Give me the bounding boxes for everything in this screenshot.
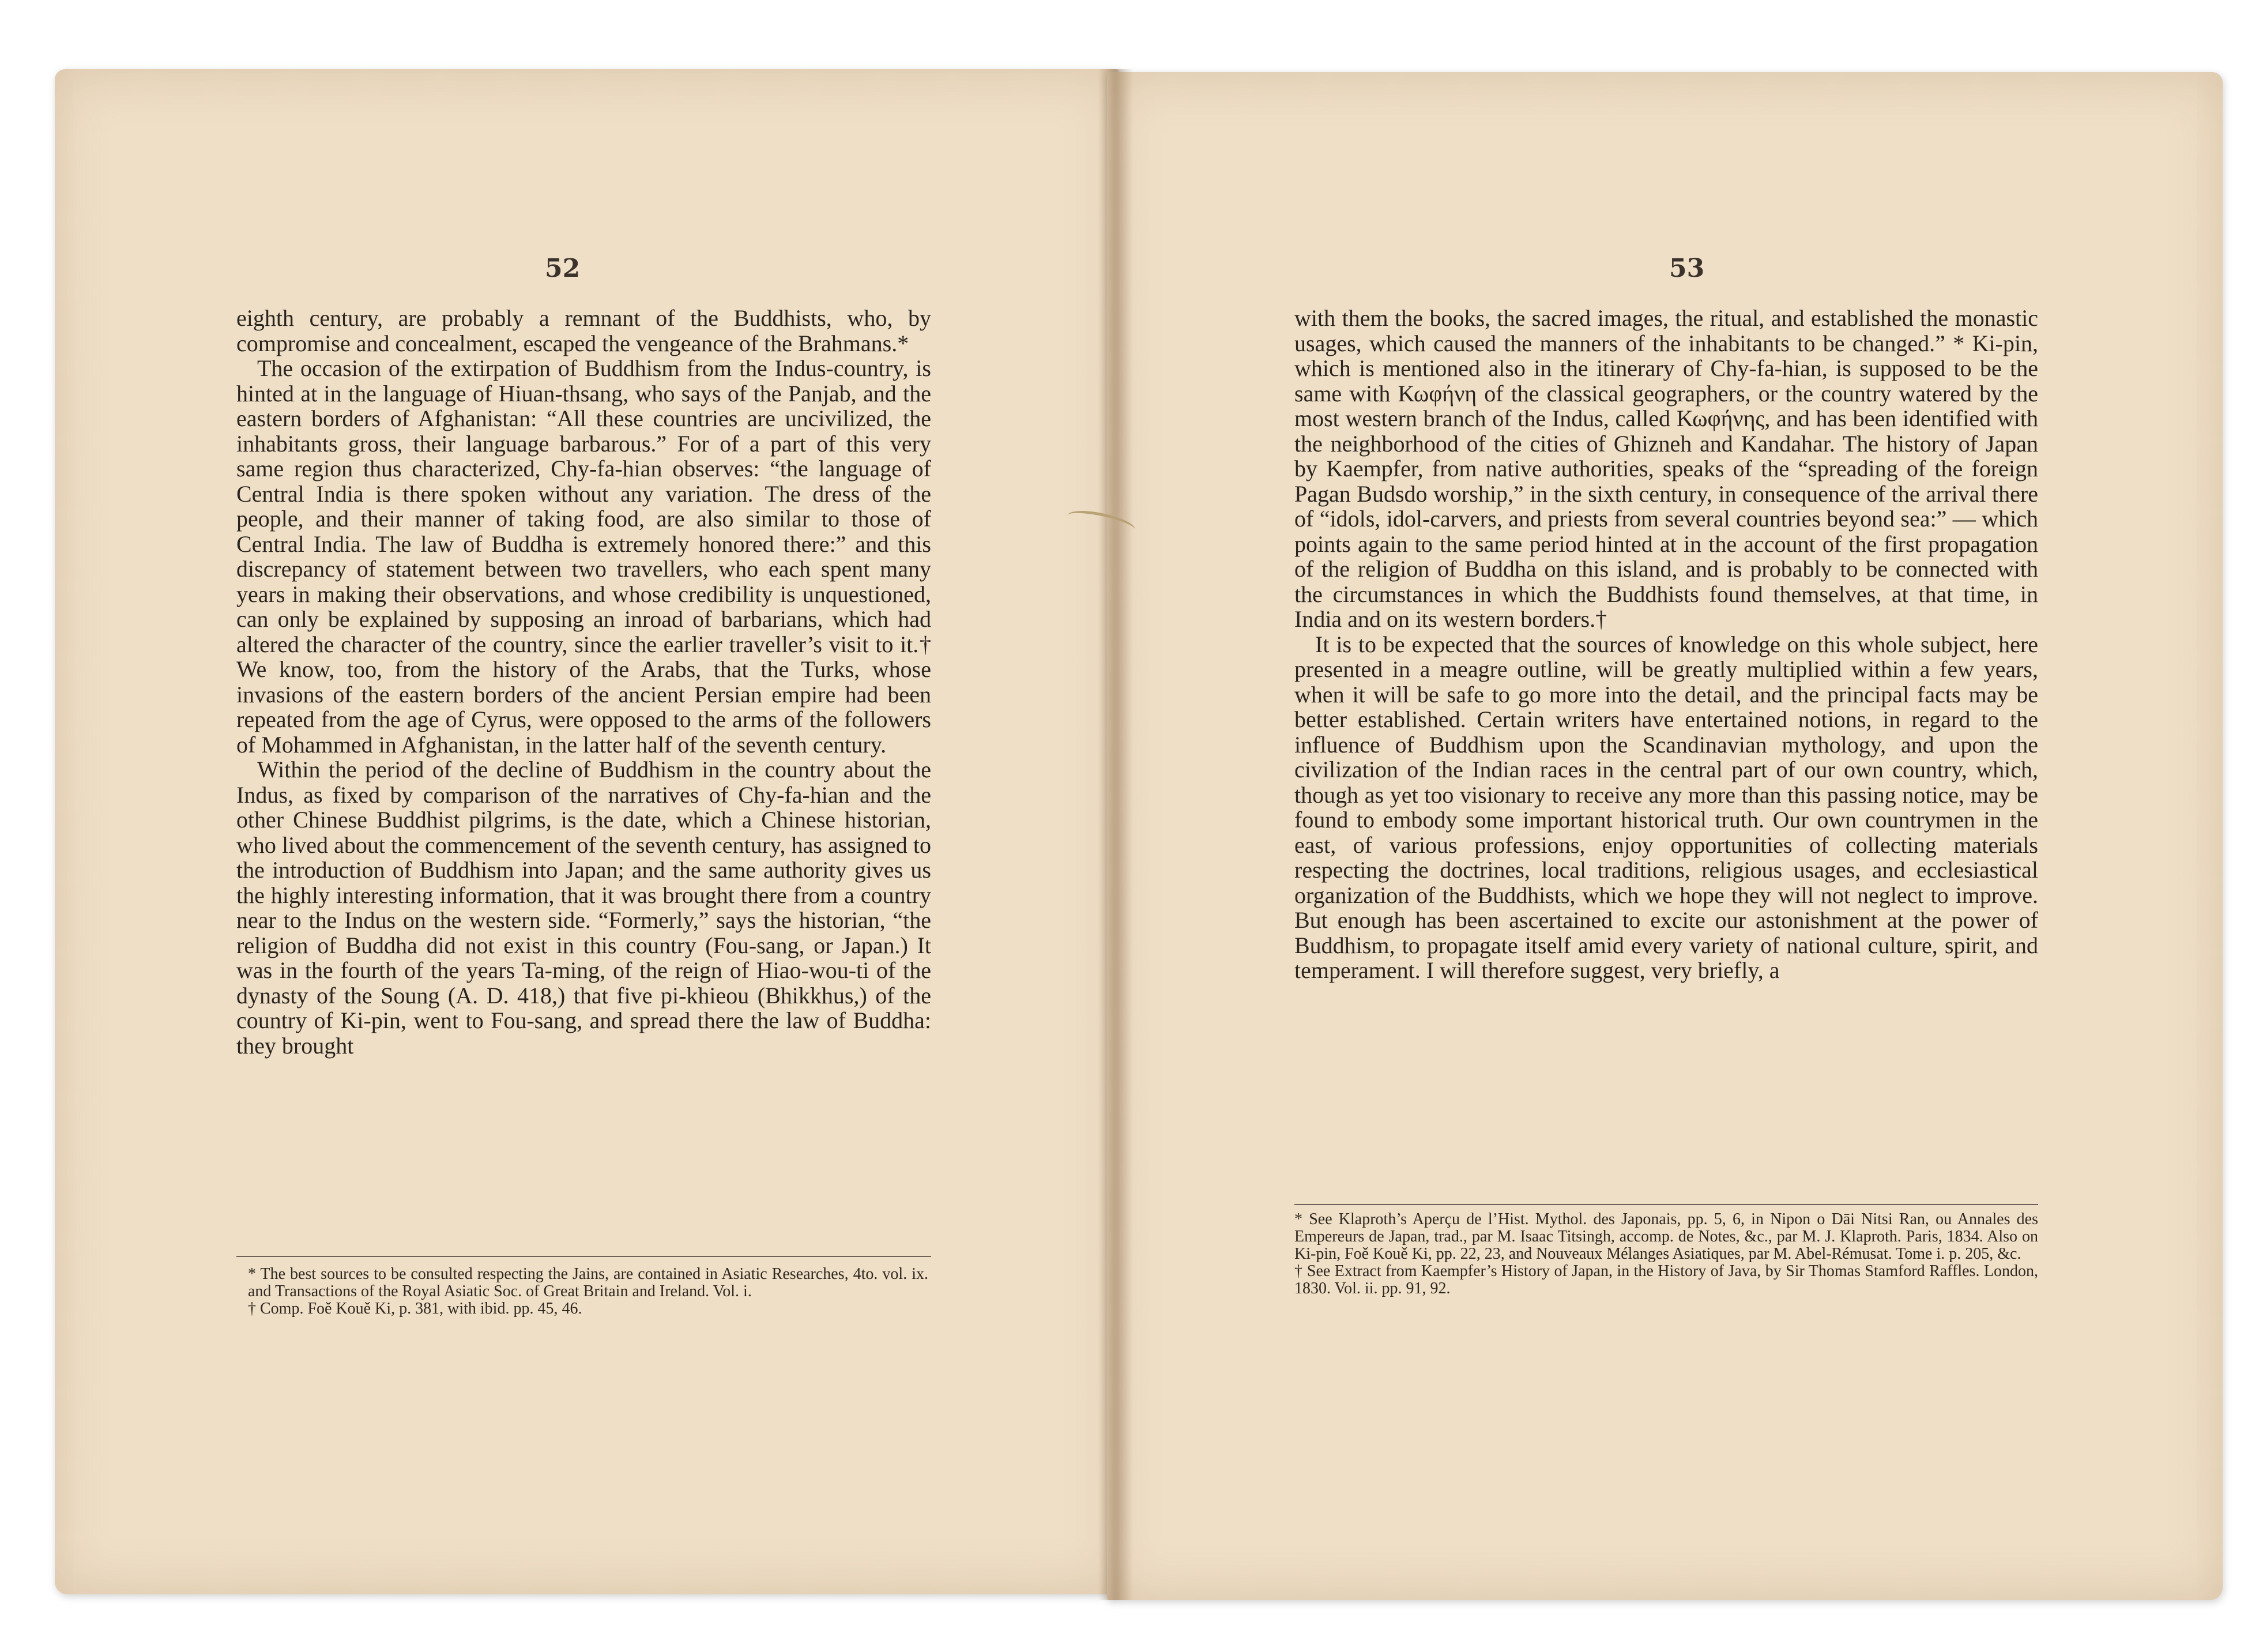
right-paragraph-2: It is to be expected that the sources of knowledge on this whole subject, here presented in a meagre outline, will be greatly multiplied within a few years, when it will be safe to go more into the detail, and the principal facts may be better established. Certain writers have entertained notions, in regard to the influence of Buddhism upon the Scandinavian mythology, and upon the civilization of the Indian races in the central part of our own country, which, though as yet too visionary to receive any more than this passing notice, may be found to embody some important historical truth. Our own countrymen in the east, of various professions, enjoy opportunities of collecting materials respecting the doctrines, local traditions, religious usages, and ecclesiastical organization of the Buddhists, which we hope they will not neglect to improve. But enough has been ascertained to excite our astonishment at the power of Buddhism, to propagate itself amid every variety of national culture, spirit, and temperament. I will therefore suggest, very briefly, a — [1294, 631, 2038, 983]
left-footnote-1: * The best sources to be consulted respecting the Jains, are contained in Asiatic Researches, 4to. vol. ix. and Transactions of the Royal Asiatic Soc. of Great Britain and Ireland. Vol. i. — [248, 1265, 928, 1300]
right-page-number: 53 — [1669, 254, 1705, 283]
left-paragraph-3: Within the period of the decline of Buddhism in the country about the Indus, as fixed by comparison of the narratives of Chy-fa-hian and the other Chinese Buddhist pilgrims, is the date, which a Chinese historian, who lived about the commencement of the seventh century, has assigned to the introduction of Buddhism into Japan; and the same authority gives us the highly interesting information, that it was brought there from a country near to the Indus on the western side. “Formerly,” says the historian, “the religion of Buddha did not exist in this country (Fou-sang, or Japan.) It was in the fourth of the years Ta-ming, of the reign of Hiao-wou-ti of the dynasty of the Soung (A. D. 418,) that five pi-khieou (Bhikkhus,) of the country of Ki-pin, went to Fou-sang, and spread there the law of Buddha: they brought — [236, 757, 931, 1059]
left-page-body — [236, 306, 931, 1058]
left-footnote-2: † Comp. Foě Kouě Ki, p. 381, with ibid. pp. 45, 46. — [248, 1300, 582, 1318]
left-footnotes — [248, 1266, 928, 1318]
right-footnote-2: † See Extract from Kaempfer’s History of Japan, in the History of Java, by Sir Thomas Stamford Raffles. London, 1830. Vol. ii. pp. 91, 92. — [1294, 1262, 2038, 1297]
left-paragraph-1: eighth century, are probably a remnant of the Buddhists, who, by compromise and concealment, escaped the vengeance of the Brahmans.* — [236, 305, 931, 356]
right-page-body — [1294, 306, 2038, 983]
right-footnote-rule — [1294, 1204, 2038, 1205]
book-gutter — [1098, 69, 1133, 1600]
right-footnotes — [1294, 1211, 2038, 1297]
right-paragraph-1: with them the books, the sacred images, the ritual, and established the monastic usages, which caused the manners of the inhabitants to be changed.” * Ki-pin, which is mentioned also in the itinerary of Chy-fa-hian, is supposed to be the same with Κωφήνη of the classical geographers, or the country watered by the most western branch of the Indus, called Κωφήνης, and has been identified with the neighborhood of the cities of Ghizneh and Kandahar. The history of Japan by Kaempfer, from native authorities, speaks of the “spreading of the foreign Pagan Budsdo worship,” in the sixth century, in consequence of the arrival there of “idols, idol-carvers, and priests from several countries beyond sea:” — which points again to the same period hinted at in the account of the first propagation of the religion of Buddha on this island, and is probably to be connected with the circumstances in which the Buddhists found themselves, at that time, in India and on its western borders.† — [1294, 305, 2038, 632]
left-page-number: 52 — [545, 254, 581, 283]
left-paragraph-2: The occasion of the extirpation of Buddhism from the Indus-country, is hinted at in the language of Hiuan-thsang, who says of the Panjab, and the eastern borders of Afghanistan: “All these countries are uncivilized, the inhabitants gross, their language barbarous.” For of a part of this very same region thus characterized, Chy-fa-hian observes: “the language of Central India is there spoken without any variation. The dress of the people, and their manner of taking food, are also similar to those of Central India. The law of Buddha is extremely honored there:” and this discrepancy of statement between two travellers, who each spent many years in making their observations, and whose credibility is unquestioned, can only be explained by supposing an inroad of barbarians, which had altered the character of the country, since the earlier traveller’s visit to it.† We know, too, from the history of the Arabs, that the Turks, whose invasions of the eastern borders of the ancient Persian empire had been repeated from the age of Cyrus, were opposed to the arms of the followers of Mohammed in Afghanistan, in the latter half of the seventh century. — [236, 355, 931, 758]
right-footnote-1: * See Klaproth’s Aperçu de l’Hist. Mythol. des Japonais, pp. 5, 6, in Nipon o Dāi Nitsi Ran, ou Annales des Empereurs de Japan, trad., par M. Isaac Titsingh, accomp. de Notes, &c., par M. J. Klaproth. Paris, 1834. Also on Ki-pin, Foě Kouě Ki, pp. 22, 23, and Nouveaux Mélanges Asiatiques, par M. Abel-Rémusat. Tome i. p. 205, &c. — [1294, 1210, 2038, 1263]
left-footnote-rule — [236, 1256, 931, 1257]
